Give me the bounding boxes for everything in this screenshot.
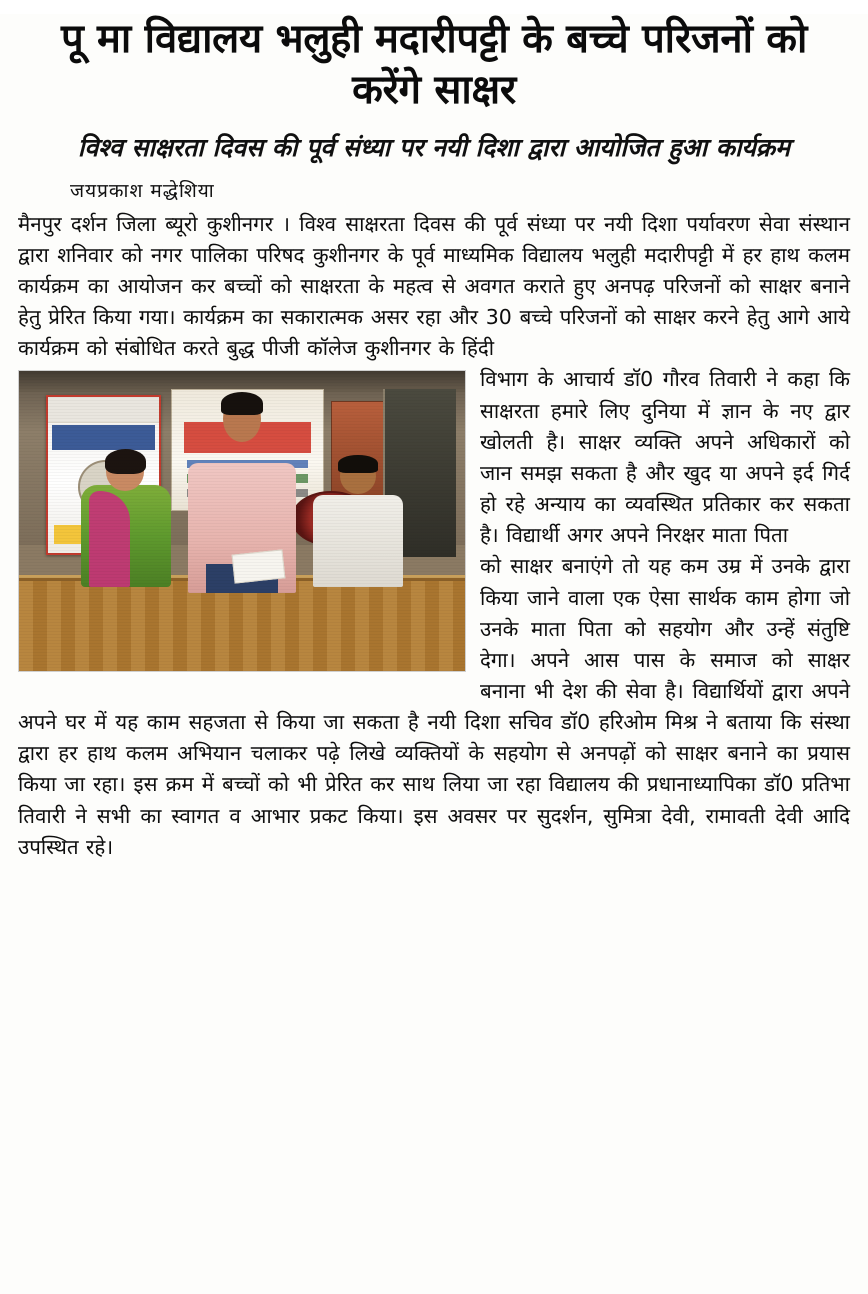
byline: जयप्रकाश मद्धेशिया [70, 179, 215, 202]
newspaper-page [0, 14, 868, 1294]
photo-paper-sheet [232, 550, 286, 584]
article-body [18, 209, 850, 863]
article-paragraph-2: विभाग के आचार्य डॉ0 गौरव तिवारी ने कहा कि साक्षरता हमारे लिए दुनिया में ज्ञान के नए द्वार खोलती है। साक्षर व्यक्ति अपने अधिकारों को जान समझ सकता है और खुद या अपने इर्द गिर्द हो रहे अन्याय का व्यवस्थित प्रतिकार कर सकता है। विद्यार्थी अगर अपने निरक्षर माता पिता [480, 367, 850, 548]
photo-person-guest [313, 455, 402, 587]
article-paragraph-1: मैनपुर दर्शन जिला ब्यूरो कुशीनगर । विश्व साक्षरता दिवस की पूर्व संध्या पर नयी दिशा पर्यावरण सेवा संस्थान द्वारा शनिवार को नगर पालिका परिषद कुशीनगर के पूर्व माध्यमिक विद्यालय भलुही मदारीपट्टी में हर हाथ कलम कार्यक्रम का आयोजन कर बच्चों को साक्षरता के महत्व से अवगत कराते हुए अनपढ़ परिजनों को साक्षर बनाने हेतु प्रेरित किया गया। कार्यक्रम का सकारात्मक असर रहा और 30 बच्चे परिजनों को साक्षर करने हेतु आगे आये कार्यक्रम को संबोधित करते बुद्ध पीजी कॉलेज कुशीनगर के हिंदी [18, 211, 850, 361]
article-photo [18, 370, 466, 672]
subheadline: विश्व साक्षरता दिवस की पूर्व संध्या पर नयी दिशा द्वारा आयोजित हुआ कार्यक्रम [77, 133, 791, 163]
article-paragraph-3: को साक्षर बनाएंगे तो यह कम उम्र में उनके द्वारा किया जाने वाला एक ऐसा सार्थक काम होगा जो उनके माता पिता को सहयोग और उन्हें संतुष्टि देगा। अपने आस पास के समाज को साक्षर बनाना भी देश की सेवा है। विद्यार्थियों द्वारा अपने अपने घर में यह काम सहजता से किया जा सकता है नयी दिशा सचिव डॉ0 हरिओम मिश्र ने बताया कि संस्था द्वारा हर हाथ कलम अभियान चलाकर पढ़े लिखे व्यक्तियों के सहयोग से अनपढ़ों को साक्षर बनाने का प्रयास किया जा रहा। इस क्रम में बच्चों को भी प्रेरित कर साथ लिया जा रहा विद्यालय की प्रधानाध्यापिका डॉ0 प्रतिभा तिवारी ने सभी का स्वागत व आभार प्रकट किया। इस अवसर पर सुदर्शन, सुमित्रा देवी, रामावती देवी आदि उपस्थित रहे। [18, 554, 850, 859]
page-title: पू मा विद्यालय भलुही मदारीपट्टी के बच्चे परिजनों को करेंगे साक्षर [60, 16, 808, 114]
photo-person-woman [81, 449, 170, 587]
